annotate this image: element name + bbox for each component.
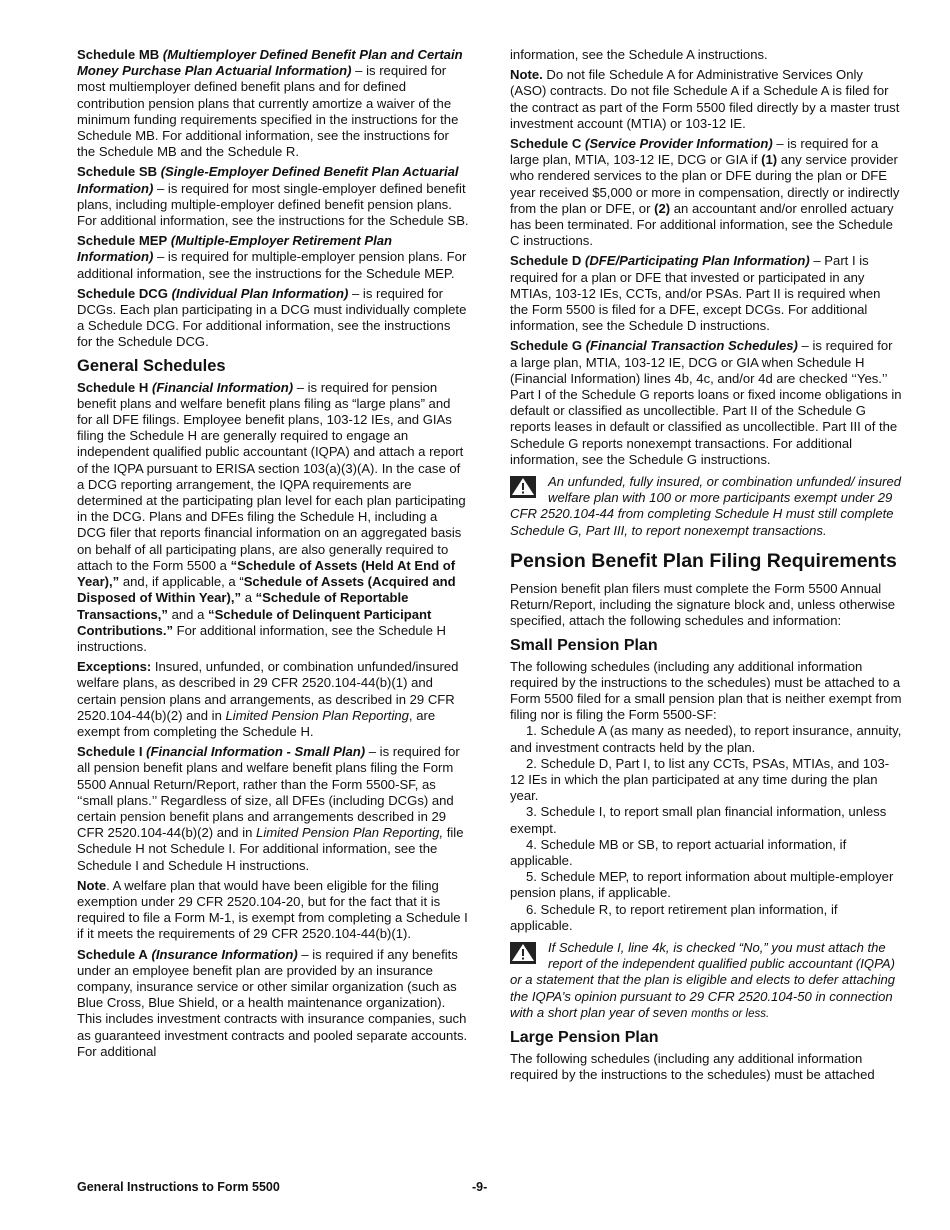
schedule-d-paragraph — [510, 253, 902, 334]
aso-note-text: Do not file Schedule A for Administrative Services Only (ASO) contracts. Do not file Schedule A if a Schedule A is filed for the contract as part of the Form 5500 filed directly by a master trust investment account (MTIA) or 103-12 IE. — [510, 67, 900, 131]
schedule-h-label: Schedule H — [77, 379, 149, 395]
page-number: -9- — [472, 1180, 488, 1194]
list-item — [510, 869, 902, 901]
schedule-mb-text: – is required for most multiemployer defined benefit plans and for defined contribution pension plans that currently amortize a waiver of the minimum funding requirements specified in the instructions for the Schedule MB. For additional information, see the instructions for the Schedule MB and the Schedule R. — [77, 63, 459, 160]
schedule-g-text: – is required for a large plan, MTIA, 103-12 IE, DCG or GIA when Schedule H (Financial Information) lines 4b, 4c, and/or 4d are checked ‘‘Yes.’’ Part I of the Schedule G reports loans or fixed income obligations in default or classified as uncollectible. Part II of the Schedule G reports leases in default or classified as uncollectible. Part III of the Schedule G reports nonexempt transactions. For additional information, see the Schedule G instructions. — [510, 338, 902, 467]
schedule-c-num-2: (2) — [654, 200, 671, 216]
schedule-i-text-1: – is required for all pension benefit plans and welfare benefit plans filing the Form 5500 Annual Return/Report, rather than the Form 5500-SF, as ‘‘small plans.’’ Regardless of size, all DFEs (including DCGs) and certain pension benefit plans and arrangements described in 29 CFR 2520.104-44(b)(2) and in — [77, 744, 460, 841]
caution-note-2 — [510, 940, 902, 1022]
right-column — [510, 47, 902, 1087]
note-label: Note — [77, 877, 107, 893]
pension-filing-heading: Pension Benefit Plan Filing Requirements — [510, 549, 897, 572]
schedule-c-text-1: – is required for a large plan, MTIA, 103-12 IE, DCG or GIA if — [510, 136, 879, 168]
schedule-g-label: Schedule G — [510, 338, 583, 354]
schedule-c-title: (Service Provider Information) — [584, 136, 773, 152]
caution-icon — [510, 942, 536, 964]
list-item — [510, 804, 902, 836]
note-text: . A welfare plan that would have been eligible for the filing exemption under 29 CFR 2520.104-20, but for the fact that it is required to file a Form M-1, is exempt from completing a Schedule I if it meets the requirements of 29 CFR 2520.104-44(b)(1). — [77, 877, 468, 942]
exceptions-paragraph — [77, 659, 469, 740]
schedule-i-title: (Financial Information - Small Plan) — [146, 744, 366, 760]
small-pension-heading: Small Pension Plan — [510, 636, 658, 654]
schedule-sb-paragraph — [77, 164, 469, 229]
schedule-a-paragraph — [77, 947, 469, 1060]
schedule-h-text-5: For additional information, see the Schedule H instructions. — [77, 622, 446, 654]
schedule-c-text-2: any service provider who rendered services to the plan or DFE during the plan or DFE year received $5,000 or more in compensation, directly or indirectly from the plan or DFE, or — [510, 152, 900, 216]
small-pension-intro: The following schedules (including any additional information required by the instructions to the schedules) must be attached to a Form 5500 filed for a small pension plan that is neither exempt from filing nor is filing the Form 5500-SF: — [510, 658, 902, 723]
note-paragraph — [77, 878, 469, 943]
left-column — [77, 47, 469, 1064]
list-item — [510, 837, 902, 869]
exceptions-text-1: Insured, unfunded, or combination unfunded/insured welfare plans, as described in 29 CFR 2520.104-44(b)(1) and certain pension plans and arrangements, as described in 29 CFR 2520.104-44(b)(2) and in — [77, 659, 459, 723]
schedule-c-paragraph — [510, 136, 902, 249]
schedule-dcg-text: – is required for DCGs. Each plan participating in a DCG must individually complete a Schedule DCG. For additional information, see the instructions for the Schedule DCG. — [77, 285, 467, 350]
schedule-d-title: (DFE/Participating Plan Information) — [584, 253, 810, 269]
schedule-i-label: Schedule I — [77, 744, 143, 760]
schedule-g-title: (Financial Transaction Schedules) — [585, 338, 798, 354]
schedule-sb-label: Schedule SB — [77, 164, 158, 180]
schedule-h-bold-3: “Schedule of Reportable Transactions,” — [77, 590, 409, 622]
schedule-a-title: (Insurance Information) — [151, 946, 298, 962]
list-item-text: 3. Schedule I, to report small plan financial information, unless exempt. — [510, 804, 887, 836]
exceptions-italic: Limited Pension Plan Reporting — [225, 707, 409, 723]
schedule-mep-paragraph — [77, 233, 469, 282]
list-item-text: 1. Schedule A (as many as needed), to report insurance, annuity, and investment contracts held by the plan. — [510, 723, 902, 755]
schedule-d-text: – Part I is required for a plan or DFE that invested or participated in any MTIAs, 103-12 IEs, CCTs, and/or PSAs. Part II is required when the Form 5500 is filed for a DFE, except DCGs. For additional information, see the Schedule D instructions. — [510, 253, 881, 334]
schedule-mb-label: Schedule MB — [77, 47, 160, 62]
list-item-text: 4. Schedule MB or SB, to report actuarial information, if applicable. — [510, 836, 847, 868]
schedule-mb-paragraph — [77, 47, 469, 160]
pension-intro: Pension benefit plan filers must complete the Form 5500 Annual Return/Report, including the signature block and, unless otherwise specified, attach the following schedules and information: — [510, 580, 896, 629]
schedule-h-text-4: and a — [167, 606, 209, 622]
caution-text-2: If Schedule I, line 4k, is checked “No,” you must attach the report of the independent qualified public accountant (IQPA) or a statement that the plan is eligible and elects to defer attaching the IQPA’s opinion pursuant to 29 CFR 2520.104-50 in connection with a short plan year of seven — [510, 939, 896, 1020]
schedule-g-paragraph — [510, 338, 902, 468]
schedule-sb-title: (Single-Employer Defined Benefit Plan Actuarial Information) — [77, 164, 459, 196]
footer-title: General Instructions to Form 5500 — [77, 1180, 280, 1194]
large-pension-heading: Large Pension Plan — [510, 1028, 659, 1046]
exceptions-label: Exceptions: — [77, 659, 152, 675]
schedule-i-paragraph — [77, 744, 469, 874]
schedule-c-text-3: an accountant and/or enrolled actuary has been terminated. For additional information, see the Schedule C instructions. — [510, 200, 894, 249]
caution-text-1: An unfunded, fully insured, or combination unfunded/ insured welfare plan with 100 or more participants exempt under 29 CFR 2520.104-44 from completing Schedule H must still complete Schedule G, Part III, to report nonexempt transactions. — [510, 474, 902, 538]
list-item — [510, 756, 902, 805]
schedule-h-paragraph — [77, 380, 469, 655]
small-pension-list — [510, 723, 902, 934]
schedule-mb-title: (Multiemployer Defined Benefit Plan and Certain Money Purchase Plan Actuarial Information) — [77, 47, 463, 79]
caution-text-2-small: months or less. — [691, 1007, 770, 1020]
schedule-h-text-2: and, if applicable, a “ — [119, 574, 244, 590]
schedule-mep-label: Schedule MEP — [77, 233, 168, 249]
schedule-dcg-title: (Individual Plan Information) — [171, 285, 349, 301]
schedule-a-text: – is required if any benefits under an employee benefit plan are provided by an insurance company, insurance service or other similar organization (such as Blue Cross, Blue Shield, or a health maintenance organization). This includes investment contracts with insurance companies, such as guaranteed investment contracts and pooled separate accounts. For additional — [77, 946, 468, 1059]
schedule-h-title: (Financial Information) — [151, 379, 294, 395]
schedule-a-label: Schedule A — [77, 946, 148, 962]
schedule-d-label: Schedule D — [510, 253, 582, 269]
schedule-dcg-paragraph — [77, 286, 469, 351]
schedule-h-text-1: – is required for pension benefit plans and welfare benefit plans filing as “large plans” and for all DFE filings. Employee benefit plans, 103-12 IEs, and GIAs filing the Schedule H are generally required to engage an independent qualified public accountant (IQPA) and attach a report of the IQPA pursuant to ERISA section 103(a)(3)(A). In the case of a DCG reporting arrangement, the IQPA requirements are determined at the participating plan level for each plan participating in the DCG. Plans and DFEs filing the Schedule H, including a DCG filer that reports financial information on an aggregated basis on behalf of all participating plans, are also generally required to attach to the Form 5500 a — [77, 379, 466, 573]
list-item — [510, 723, 902, 755]
general-schedules-heading: General Schedules — [77, 356, 226, 375]
schedule-i-text-2: file Schedule H not Schedule I. For additional information, see the Schedule I and Schedule H instructions. — [77, 825, 464, 873]
schedule-c-num-1: (1) — [761, 152, 778, 168]
large-pension-intro: The following schedules (including any additional information required by the instructions to the schedules) must be attached — [510, 1050, 875, 1083]
list-item-text: 5. Schedule MEP, to report information about multiple-employer pension plans, if applicable. — [510, 869, 894, 901]
schedule-h-text-3: a — [241, 590, 256, 606]
schedule-c-label: Schedule C — [510, 136, 582, 152]
schedule-h-bold-4: “Schedule of Delinquent Participant Contributions.” — [77, 606, 432, 638]
list-item-text: 2. Schedule D, Part I, to list any CCTs, PSAs, MTIAs, and 103-12 IEs in which the plan participated at any time during the plan year. — [510, 755, 890, 804]
schedule-mep-text: – is required for multiple-employer pension plans. For additional information, see the instructions for the Schedule MEP. — [77, 249, 467, 281]
schedule-a-continuation: information, see the Schedule A instructions. — [510, 47, 768, 62]
caution-icon — [510, 476, 536, 498]
list-item-text: 6. Schedule R, to report retirement plan information, if applicable. — [510, 901, 838, 933]
aso-note-paragraph — [510, 67, 902, 132]
schedule-i-italic: Limited Pension Plan Reporting, — [256, 825, 444, 841]
list-item — [510, 902, 902, 934]
schedule-h-bold-1: “Schedule of Assets (Held At End of Year),” — [77, 557, 456, 590]
aso-note-label: Note. — [510, 67, 543, 83]
exceptions-text-2: , are exempt from completing the Schedule H. — [77, 707, 436, 739]
schedule-sb-text: – is required for most single-employer defined benefit plans, including multiple-employer defined benefit pension plans. For additional information, see the instructions for the Schedule SB. — [77, 180, 469, 229]
caution-note-1 — [510, 474, 902, 539]
schedule-dcg-label: Schedule DCG — [77, 285, 168, 301]
schedule-h-bold-2: Schedule of Assets (Acquired and Disposed of Within Year),” — [77, 574, 456, 606]
schedule-mep-title: (Multiple-Employer Retirement Plan Information) — [77, 233, 393, 265]
